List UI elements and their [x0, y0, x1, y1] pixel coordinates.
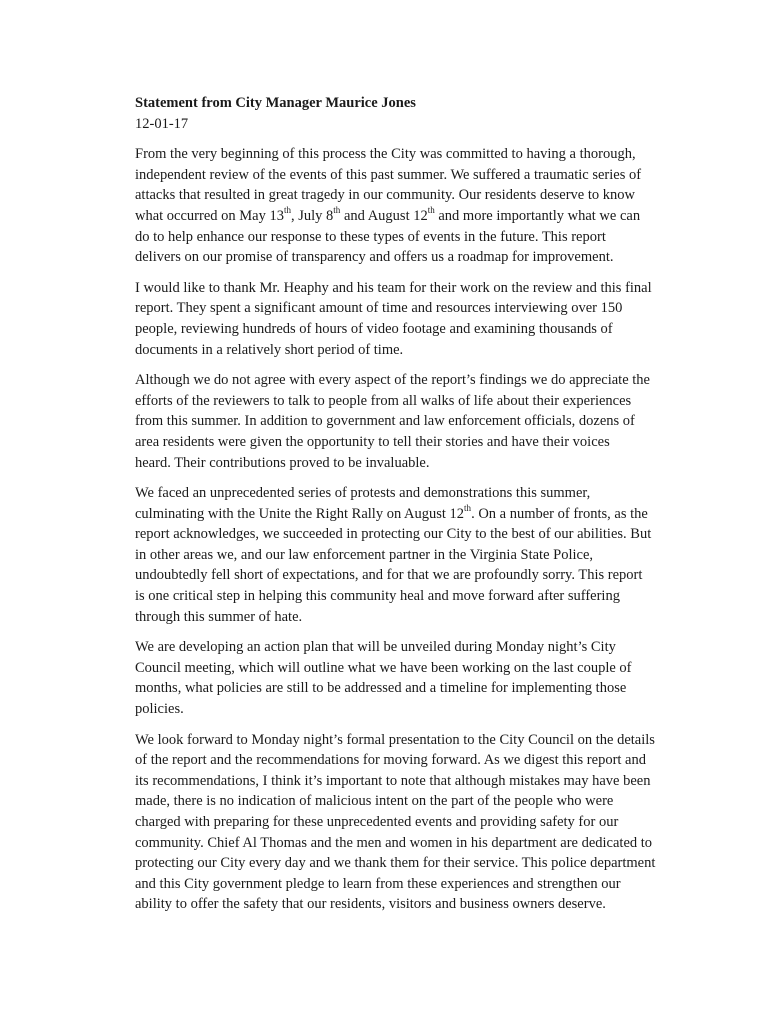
text-run: is one critical step in helping this community heal and move forward after suffering: [135, 588, 620, 605]
text-run: undoubtedly fell short of expectations, and for that we are profoundly sorry. This report: [135, 567, 643, 584]
text-run: made, there is no indication of malicious intent on the part of the people who were: [135, 793, 614, 810]
text-run: charged with preparing for these unprecedented events and providing safety for our: [135, 814, 619, 830]
paragraph: [135, 370, 680, 473]
text-line: [135, 298, 680, 319]
text-run: Although we do not agree with every aspect of the report’s findings we do appreciate the: [135, 372, 650, 389]
text-run: community. Chief Al Thomas and the men and women in his department are dedicated to: [135, 834, 653, 851]
text-line: [135, 678, 680, 699]
text-run: heard. Their contributions proved to be invaluable.: [135, 454, 430, 471]
text-run: and August 12: [340, 207, 428, 224]
text-run: documents in a relatively short period of time.: [135, 341, 404, 358]
text-run: through this summer of hate.: [135, 608, 303, 625]
document-content: [135, 93, 680, 925]
text-line: [135, 565, 680, 586]
text-line: [135, 791, 680, 812]
text-run: its recommendations, I think it’s important to note that although mistakes may have been: [135, 772, 651, 789]
paragraph: [135, 730, 680, 915]
text-line: [135, 750, 680, 771]
text-run: , July 8: [291, 207, 334, 224]
text-run: and this City government pledge to learn from these experiences and strengthen our: [135, 875, 621, 892]
text-line: [135, 833, 680, 854]
text-run: months, what policies are still to be addressed and a timeline for implementing those: [135, 680, 627, 697]
text-line: [135, 874, 680, 895]
text-run: attacks that resulted in great tragedy in our community. Our residents deserve to know: [135, 187, 635, 204]
text-run: do to help enhance our response to these types of events in the future. This report: [135, 228, 606, 245]
text-run: independent review of the events of this past summer. We suffered a traumatic series of: [135, 166, 642, 183]
text-run: I would like to thank Mr. Heaphy and his team for their work on the review and this final: [135, 279, 652, 296]
text-line: [135, 453, 680, 474]
text-run: protecting our City every day and we thank them for their service. This police department: [135, 855, 656, 872]
paragraph: [135, 144, 680, 268]
text-line: [135, 771, 680, 792]
text-run: We faced an unprecedented series of protests and demonstrations this summer,: [135, 485, 591, 502]
text-line: [135, 894, 680, 915]
text-line: [135, 730, 680, 751]
paragraph: [135, 483, 680, 627]
statement-title: Statement from City Manager Maurice Jones: [135, 95, 416, 111]
statement-date: 12-01-17: [135, 115, 189, 132]
text-line: [135, 545, 680, 566]
text-line: [135, 319, 680, 340]
text-line: [135, 391, 680, 412]
text-run: culminating with the Unite the Right Rally on August 12: [135, 505, 465, 522]
ordinal-superscript: th: [464, 502, 472, 513]
text-line: [135, 340, 680, 361]
text-run: in other areas we, and our law enforcement partner in the Virginia State Police,: [135, 546, 594, 563]
text-line: [135, 524, 680, 545]
text-run: efforts of the reviewers to talk to people from all walks of life about their experiences: [135, 392, 632, 409]
text-line: [135, 165, 680, 186]
text-line: [135, 432, 680, 453]
text-line: [135, 853, 680, 874]
text-line: [135, 227, 680, 248]
text-line: [135, 144, 680, 165]
text-line: [135, 637, 680, 658]
ordinal-superscript: th: [427, 205, 435, 216]
text-run: report. They spent a significant amount of time and resources interviewing over 150: [135, 300, 623, 317]
text-line: [135, 247, 680, 268]
text-run: policies.: [135, 701, 184, 718]
text-run: We look forward to Monday night’s formal presentation to the City Council on the details: [135, 731, 655, 748]
text-line: [135, 185, 680, 206]
text-run: Council meeting, which will outline what we have been working on the last couple of: [135, 659, 632, 676]
text-line: [135, 483, 680, 504]
text-line: [135, 607, 680, 628]
text-line: [135, 586, 680, 607]
text-line: [135, 206, 680, 227]
text-run: . On a number of fronts, as the: [471, 505, 648, 522]
text-run: what occurred on May 13: [135, 207, 284, 224]
text-line: [135, 370, 680, 391]
text-line: [135, 504, 680, 525]
text-line: [135, 278, 680, 299]
text-run: of the report and the recommendations for moving forward. As we digest this report and: [135, 752, 646, 769]
ordinal-superscript: th: [333, 205, 341, 216]
paragraph: [135, 637, 680, 719]
text-run: from this summer. In addition to government and law enforcement officials, dozens of: [135, 413, 635, 430]
text-run: and more importantly what we can: [434, 207, 641, 224]
text-run: ability to offer the safety that our residents, visitors and business owners deserve.: [135, 896, 606, 913]
ordinal-superscript: th: [283, 205, 291, 216]
text-line: [135, 699, 680, 720]
text-run: From the very beginning of this process the City was committed to having a thorough,: [135, 146, 636, 163]
text-run: delivers on our promise of transparency and offers us a roadmap for improvement.: [135, 249, 614, 266]
statement-body: [135, 144, 680, 915]
text-run: report acknowledges, we succeeded in protecting our City to the best of our abilities. But: [135, 526, 652, 543]
text-line: [135, 812, 680, 833]
paragraph: [135, 278, 680, 360]
text-run: people, reviewing hundreds of hours of video footage and examining thousands of: [135, 320, 613, 337]
text-line: [135, 411, 680, 432]
text-run: We are developing an action plan that will be unveiled during Monday night’s City: [135, 639, 616, 656]
text-line: [135, 658, 680, 679]
text-run: area residents were given the opportunity to tell their stories and have their voices: [135, 433, 610, 450]
